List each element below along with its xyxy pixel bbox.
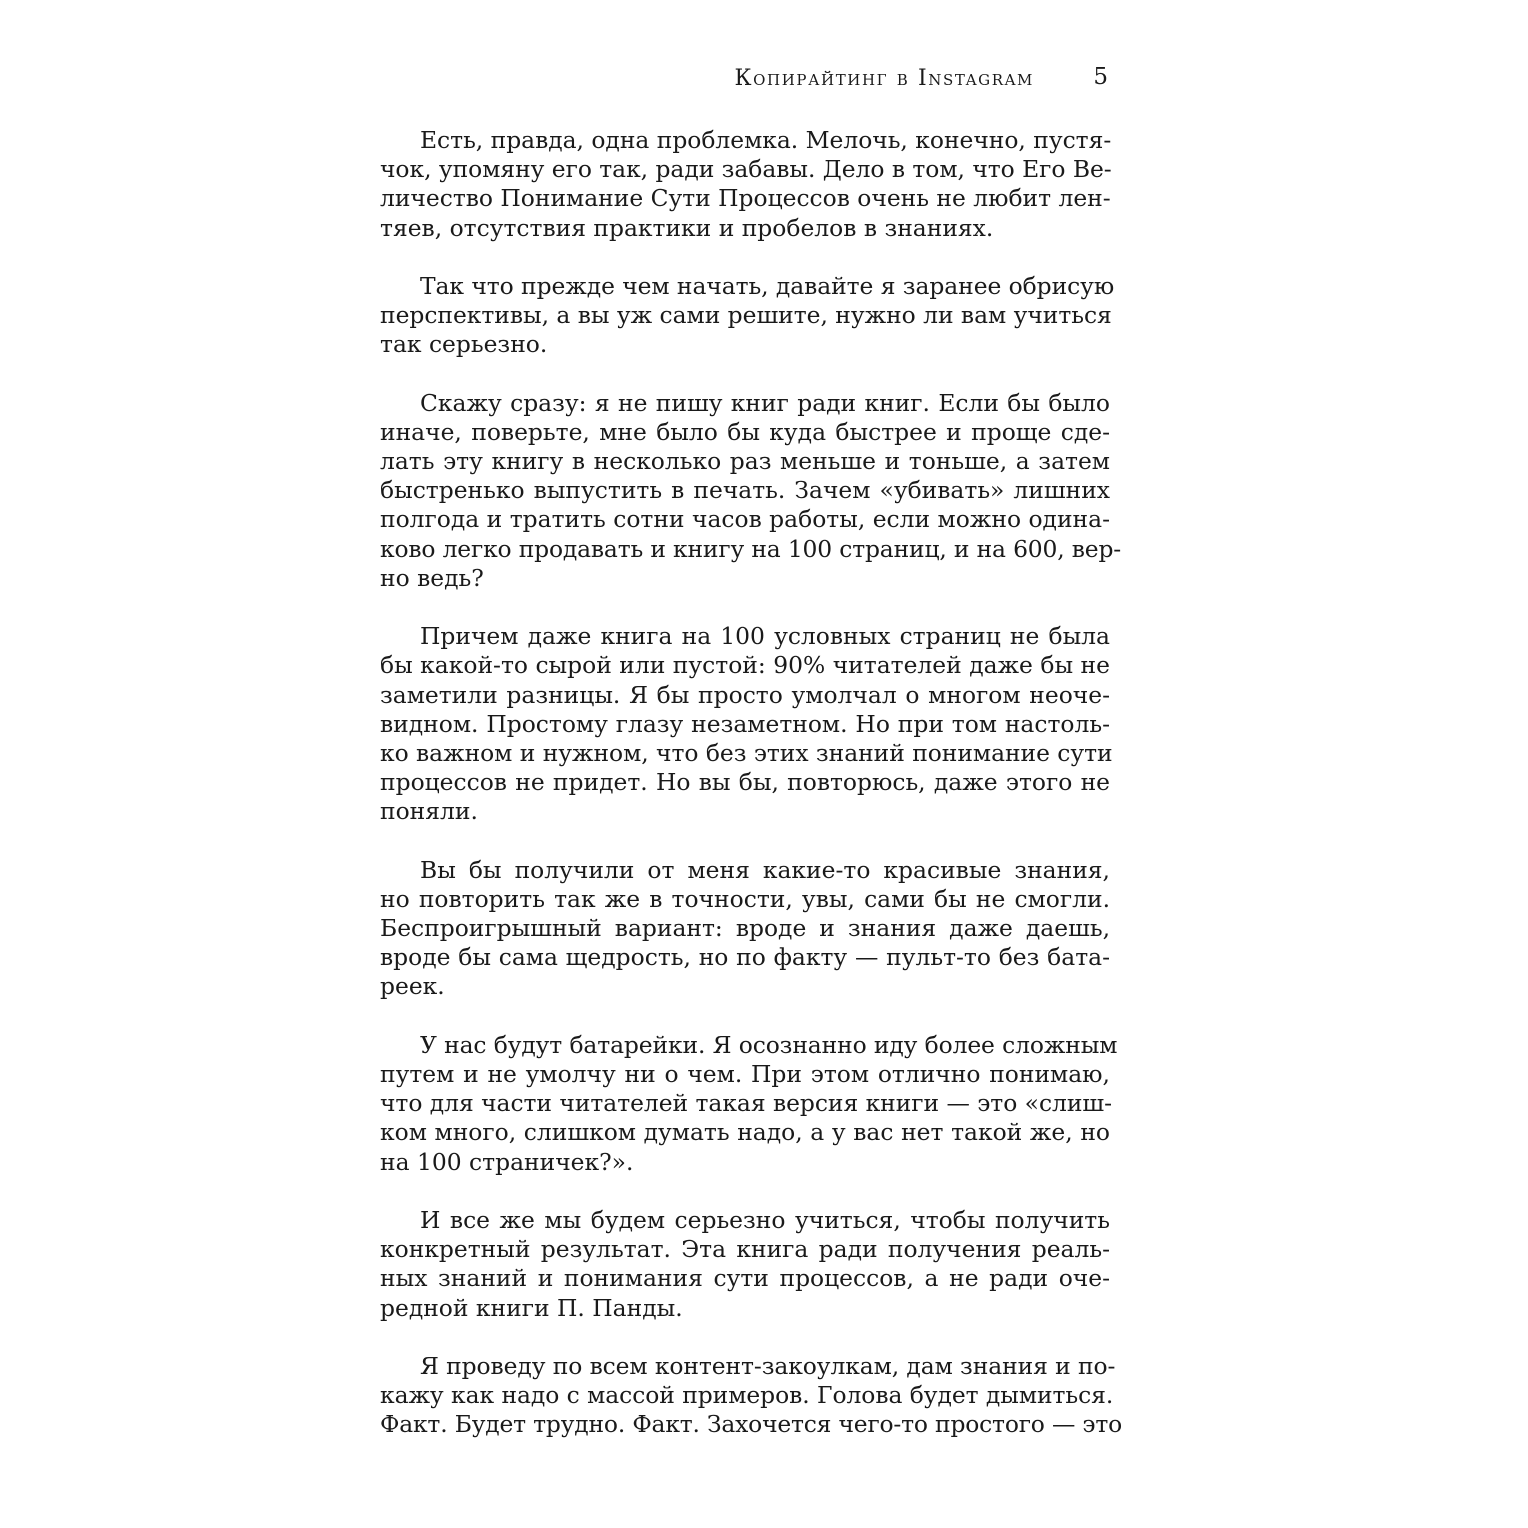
page-number: 5 (1093, 64, 1108, 90)
paragraph (380, 856, 1110, 1002)
text-line: реек. (380, 972, 445, 1001)
text-line: Беспроигрышный вариант: вроде и знания даже даешь, (380, 914, 1110, 943)
paragraph (380, 622, 1113, 826)
text-line: Причем даже книга на 100 условных страниц не была (420, 622, 1110, 651)
text-line: Так что прежде чем начать, давайте я заранее обрисую (420, 271, 1115, 300)
text-line: иначе, поверьте, мне было бы куда быстрее и проще сде- (380, 417, 1110, 446)
running-head (380, 66, 1110, 100)
text-line: У нас будут батарейки. Я осознанно иду более сложным (420, 1030, 1118, 1059)
paragraph (380, 1206, 1110, 1323)
text-line: но ведь? (380, 563, 484, 592)
text-line: Я проведу по всем контент-закоулкам, дам знания и по- (420, 1351, 1116, 1380)
text-line: Факт. Будет трудно. Факт. Захочется чего-то простого — это (380, 1410, 1122, 1439)
text-line: чок, упомяну его так, ради забавы. Дело в том, что Его Ве- (380, 155, 1112, 184)
text-line: путем и не умолчу ни о чем. При этом отлично понимаю, (380, 1060, 1110, 1088)
paragraph (380, 271, 1115, 360)
text-line: Есть, правда, одна проблемка. Мелочь, конечно, пустя- (420, 126, 1112, 154)
text-line: заметили разницы. Я бы просто умолчал о многом неоче- (380, 680, 1110, 709)
text-line: что для части читателей такая версия книги — это «слиш- (380, 1089, 1112, 1118)
text-line: перспективы, а вы уж сами решите, нужно ли вам учиться (380, 301, 1112, 330)
text-line: на 100 страничек?». (380, 1147, 634, 1176)
text-line: Вы бы получили от меня какие-то красивые знания, (420, 855, 1110, 884)
paragraph (380, 126, 1110, 243)
paragraph (380, 1030, 1118, 1177)
text-line: так серьезно. (380, 330, 548, 359)
text-line: Скажу сразу: я не пишу книг ради книг. Если бы было (420, 388, 1110, 417)
text-line: тяев, отсутствия практики и пробелов в знаниях. (380, 213, 994, 242)
text-line: редной книги П. Панды. (380, 1293, 683, 1322)
body-text (380, 126, 1122, 1439)
text-line: ко важном и нужном, что без этих знаний понимание сути (380, 738, 1113, 767)
text-line: вроде бы сама щедрость, но по факту — пульт-то без бата- (380, 943, 1110, 972)
text-line: ных знаний и понимания сути процессов, а не ради оче- (380, 1264, 1110, 1293)
text-line: быстренько выпустить в печать. Зачем «убивать» лишних (380, 476, 1110, 505)
text-line: видном. Простому глазу незаметном. Но при том настоль- (380, 709, 1110, 738)
paragraph (380, 1351, 1122, 1440)
text-line: лать эту книгу в несколько раз меньше и тоньше, а затем (380, 447, 1110, 476)
text-line: конкретный результат. Эта книга ради получения реаль- (380, 1235, 1110, 1264)
text-line: но повторить так же в точности, увы, сами бы не смогли. (380, 884, 1110, 913)
text-line: ково легко продавать и книгу на 100 страниц, и на 600, вер- (380, 534, 1122, 563)
text-line: полгода и тратить сотни часов работы, если можно одина- (380, 505, 1110, 534)
text-line: бы какой-то сырой или пустой: 90% читателей даже бы не (380, 651, 1110, 680)
running-title: Копирайтинг в Instagram (734, 66, 1034, 91)
text-line: личество Понимание Сути Процессов очень не любит лен- (380, 184, 1111, 213)
text-line: процессов не придет. Но вы бы, повторюсь, даже этого не (380, 768, 1110, 797)
text-line: ком много, слишком думать надо, а у вас нет такой же, но (380, 1118, 1110, 1147)
text-line: кажу как надо с массой примеров. Голова будет дымиться. (380, 1381, 1114, 1410)
paragraph (380, 388, 1122, 593)
text-line: поняли. (380, 797, 478, 826)
text-line: И все же мы будем серьезно учиться, чтобы получить (420, 1205, 1110, 1234)
